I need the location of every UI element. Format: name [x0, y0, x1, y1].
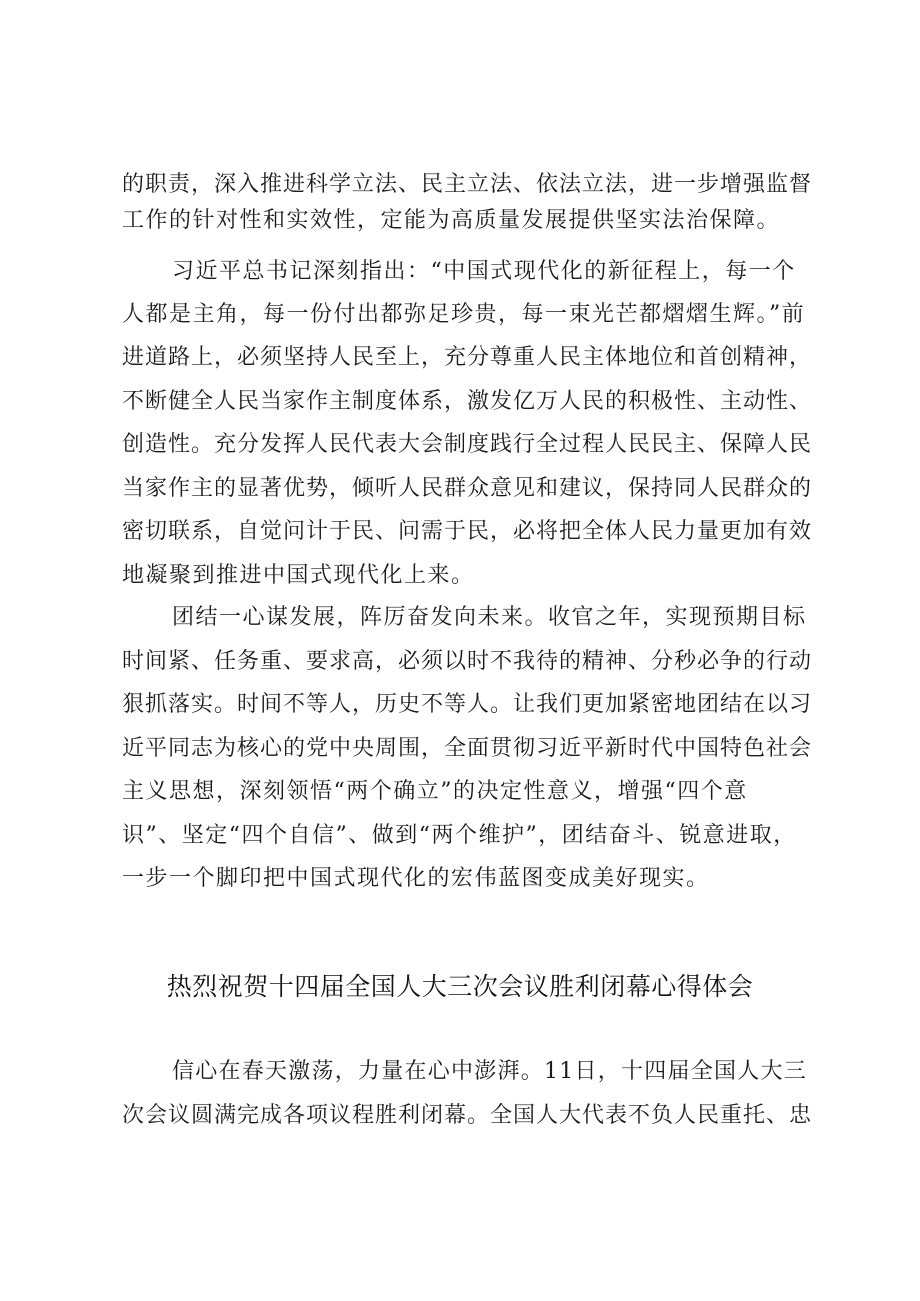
paragraph-3-line-6: 识”、坚定“四个自信”、做到“两个维护”，团结奋斗、锐意进取，: [122, 823, 797, 848]
paragraph-3-line-4: 近平同志为核心的党中央周围，全面贯彻习近平新时代中国特色社会: [122, 736, 813, 761]
paragraph-2-line-5: 创造性。充分发挥人民代表大会制度践行全过程人民民主、保障人民: [122, 432, 813, 457]
paragraph-2-line-2: 人都是主角，每一份付出都弥足珍贵，每一束光芒都熠熠生辉。”前: [122, 302, 806, 327]
paragraph-2-line-8: 地凝聚到推进中国式现代化上来。: [122, 563, 475, 588]
paragraph-3-line-1: 团结一心谋发展，阵厉奋发向未来。收官之年，实现预期目标: [172, 605, 807, 630]
paragraph-1-line-1: 的职责，深入推进科学立法、民主立法、依法立法，进一步增强监督: [122, 172, 813, 197]
paragraph-3-line-7: 一步一个脚印把中国式现代化的宏伟蓝图变成美好现实。: [122, 866, 710, 891]
paragraph-4-line-1: 信心在春天激荡，力量在心中澎湃。11日，十四届全国人大三: [172, 1059, 807, 1084]
paragraph-3-line-2: 时间紧、任务重、要求高，必须以时不我待的精神、分秒必争的行动: [122, 649, 813, 674]
paragraph-2-line-1: 习近平总书记深刻指出：“中国式现代化的新征程上，每一个: [172, 259, 796, 284]
section-heading: 热烈祝贺十四届全国人大三次会议胜利闭幕心得体会: [166, 972, 754, 1001]
paragraph-2-line-6: 当家作主的显著优势，倾听人民群众意见和建议，保持同人民群众的: [122, 476, 813, 501]
paragraph-3-line-5: 主义思想，深刻领悟“两个确立”的决定性意义，增强“四个意: [122, 779, 748, 804]
paragraph-1-line-2: 工作的针对性和实效性，定能为高质量发展提供坚实法治保障。: [122, 208, 781, 233]
paragraph-2-line-7: 密切联系，自觉问计于民、问需于民，必将把全体人民力量更加有效: [122, 519, 813, 544]
paragraph-2-line-4: 不断健全人民当家作主制度体系，激发亿万人民的积极性、主动性、: [122, 389, 813, 414]
paragraph-4-line-2: 次会议圆满完成各项议程胜利闭幕。全国人大代表不负人民重托、忠: [122, 1103, 813, 1128]
paragraph-2-line-3: 进道路上，必须坚持人民至上，充分尊重人民主体地位和首创精神，: [122, 345, 813, 370]
paragraph-3-line-3: 狠抓落实。时间不等人，历史不等人。让我们更加紧密地团结在以习: [122, 692, 813, 717]
